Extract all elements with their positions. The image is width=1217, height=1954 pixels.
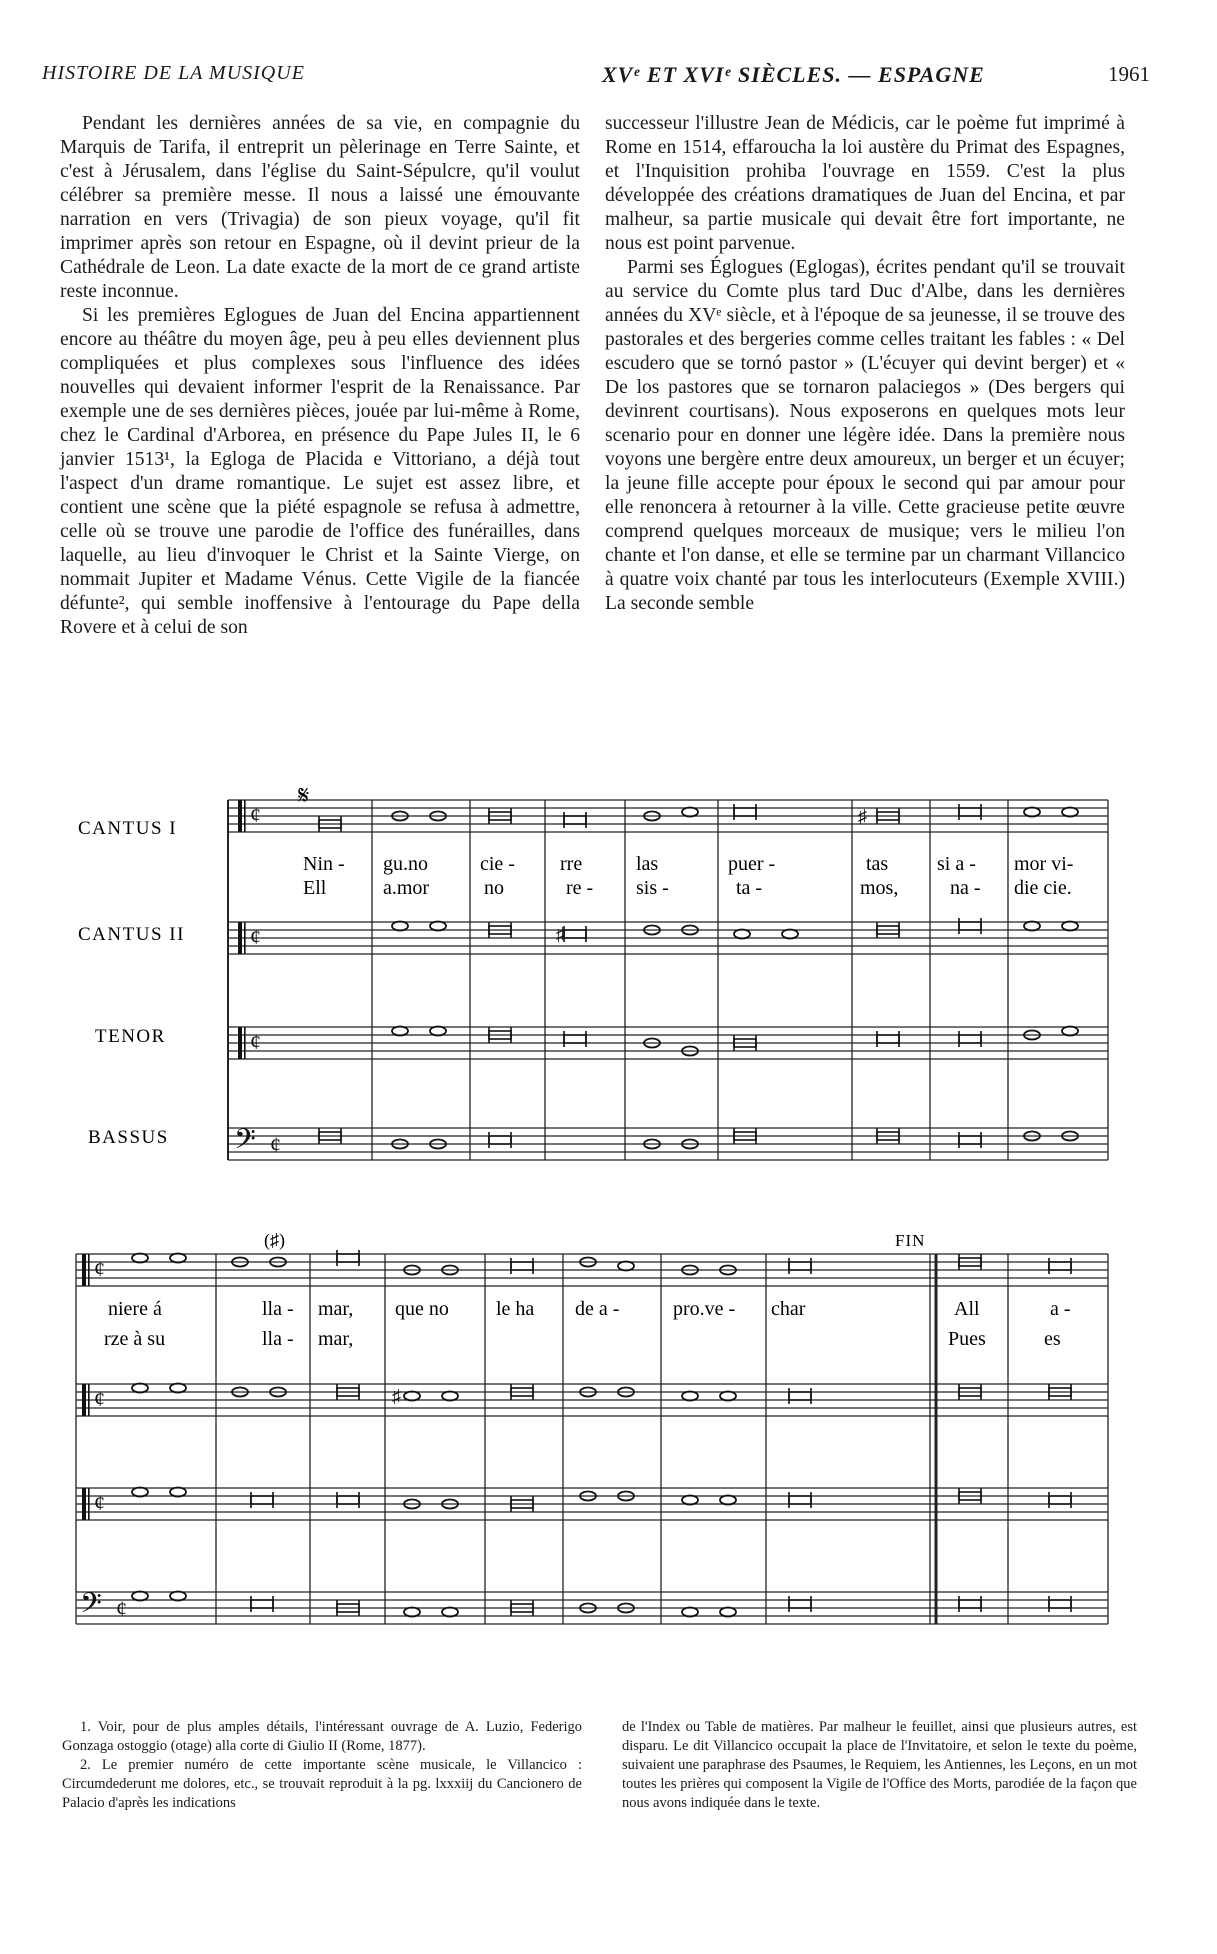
voice-label-tenor: TENOR [95, 1026, 166, 1047]
c-clef [244, 800, 246, 832]
lyric-syllable: lla - [262, 1298, 294, 1320]
semibreve-note [404, 1608, 420, 1617]
breve-note [959, 1136, 981, 1144]
lyric-syllable: es [1044, 1328, 1061, 1350]
semibreve-note [682, 1392, 698, 1401]
footnotes-right [622, 1718, 1137, 1813]
time-signature: ¢ [116, 1596, 127, 1621]
semibreve-note [132, 1384, 148, 1393]
semibreve-note [442, 1608, 458, 1617]
breve-note [251, 1600, 273, 1608]
c-clef [82, 1254, 86, 1286]
time-signature: ¢ [270, 1132, 281, 1157]
paragraph: Si les premières Eglogues de Juan del Encina appartiennent encore au théâtre du moyen âge, peu à peu elles deviennent plus compliquées et plus complexes sous l'influence des idées nouvelles qui devaient informer l'esprit de la Renaissance. Par exemple une de ses dernières pièces, jouée par lui-même à Rome, chez le Cardinal d'Arborea, en présence du Pape Jules II, le 6 janvier 1513¹, la Egloga de Placida e Vittoriano, a déjà tout l'aspect d'un drame romantique. Le sujet est assez libre, et contient une scène que la piété espagnole se refusa à admettre, celle où se trouve une parodie de l'office des funérailles, dans laquelle, au lieu d'invoquer le Christ et la Sainte Vierge, on nommait Jupiter et Madame Vénus. Cette Vigile de la fiancée défunte², qui semble inoffensive à l'entourage du Pape della Rovere et à celui de son [60, 305, 580, 638]
semibreve-note [1062, 1027, 1078, 1036]
lyric-syllable: Ell [303, 877, 327, 899]
lyric-syllable: tas [866, 853, 889, 875]
footnote: 1. Voir, pour de plus amples détails, l'intéressant ouvrage de A. Luzio, Federigo Gonzaga ostoggio (otage) alla corte di Giulio II (Rome, 1877). [62, 1719, 582, 1754]
semibreve-note [618, 1262, 634, 1271]
sharp-sign: ♯ [392, 1386, 401, 1406]
breve-note [337, 1254, 359, 1262]
music-score-system-2 [0, 1230, 1217, 1625]
page-number: 1961 [1108, 62, 1150, 86]
time-signature: ¢ [94, 1256, 105, 1281]
c-clef [238, 800, 242, 832]
time-signature: ¢ [250, 924, 261, 949]
semibreve-note [392, 1027, 408, 1036]
breve-note [959, 922, 981, 930]
breve-note [511, 1262, 533, 1270]
breve-note [959, 1035, 981, 1043]
semibreve-note [132, 1254, 148, 1263]
lyric-syllable: no [484, 877, 504, 899]
breve-note [734, 808, 756, 816]
semibreve-note [430, 1027, 446, 1036]
lyric-syllable: sis - [636, 877, 669, 899]
lyric-syllable: de a - [575, 1298, 620, 1320]
time-signature: ¢ [250, 1029, 261, 1054]
lyric-syllable: char [771, 1298, 806, 1320]
lyric-syllable: pro.ve - [673, 1298, 736, 1320]
voice-label-cantus-2: CANTUS II [78, 924, 185, 945]
breve-note [789, 1262, 811, 1270]
time-signature: ¢ [94, 1386, 105, 1411]
semibreve-note [132, 1488, 148, 1497]
footnote: 2. Le premier numéro de cette importante scène musicale, le Villancico : Circumdederunt me dolores, etc., se trouvait reproduit à la pg. lxxxiij du Cancionero de Palacio d'après les indications [62, 1757, 582, 1811]
lyric-syllable: le ha [496, 1298, 535, 1320]
score2-drawing [0, 1230, 1217, 1625]
lyric-syllable: Nin - [303, 853, 345, 875]
footnotes-left [62, 1718, 582, 1813]
breve-note [251, 1496, 273, 1504]
lyric-syllable: si a - [937, 853, 976, 875]
semibreve-note [682, 1608, 698, 1617]
lyric-syllable: mar, [318, 1298, 354, 1320]
semibreve-note [782, 930, 798, 939]
score1-drawing [0, 770, 1217, 1180]
breve-note [789, 1392, 811, 1400]
lyric-syllable: Pues [948, 1328, 986, 1350]
lyric-syllable: die cie. [1014, 877, 1072, 899]
lyric-syllable: gu.no [383, 853, 428, 875]
score2-lyrics [104, 1298, 1071, 1350]
semibreve-note [720, 1392, 736, 1401]
semibreve-note [1062, 808, 1078, 817]
score1-lyrics [303, 853, 1073, 899]
c-clef [88, 1488, 90, 1520]
lyric-syllable: mar, [318, 1328, 354, 1350]
breve-note [1049, 1496, 1071, 1504]
semibreve-note [392, 922, 408, 931]
paragraph: Parmi ses Églogues (Eglogas), écrites pendant qu'il se trouvait au service du Comte plus tard Duc d'Albe, dans les dernières années du XVᵉ siècle, et à l'époque de sa jeunesse, il se trouve des pastorales et des bergeries comme celles traitant les fables : « Del escudero que se tornó pastor » (L'écuyer qui devint berger) et « De los pastores que se tornaron palaciegos » (Des bergers qui devinrent courtisans). Nous exposerons en quelques mots leur scenario pour en donner une légère idée. Dans la première nous voyons une bergère entre deux amoureux, un berger et un écuyer; la jeune fille accepte pour époux le second qui par amour pour elle renoncera à retourner à la ville. Cette gracieuse petite œuvre comprend quelques morceaux de musique; vers le milieu l'on chante et l'on danse, et elle se termine par un charmant Villancico à quatre voix chanté par tous les interlocuteurs (Exemple XVIII.) La seconde semble [605, 257, 1125, 614]
sharp-accidental: (♯) [264, 1230, 285, 1250]
semibreve-note [170, 1384, 186, 1393]
c-clef [238, 922, 242, 954]
breve-note [959, 1600, 981, 1608]
semibreve-note [720, 1608, 736, 1617]
voice-label-bassus: BASSUS [88, 1127, 169, 1148]
f-clef: 𝄢 [80, 1589, 102, 1625]
semibreve-note [170, 1592, 186, 1601]
lyric-syllable: a - [1050, 1298, 1071, 1320]
header-section-title: XVᵉ ET XVIᵉ SIÈCLES. — ESPAGNE [602, 62, 985, 87]
breve-note [789, 1600, 811, 1608]
c-clef [88, 1254, 90, 1286]
semibreve-note [720, 1496, 736, 1505]
semibreve-note [430, 922, 446, 931]
sharp-sign: ♯ [858, 806, 867, 826]
breve-note [1049, 1262, 1071, 1270]
c-clef [244, 922, 246, 954]
semibreve-note [1024, 808, 1040, 817]
breve-note [564, 816, 586, 824]
fin-marking: FIN [895, 1231, 926, 1250]
c-clef [82, 1384, 86, 1416]
f-clef: 𝄢 [234, 1125, 256, 1162]
breve-note [564, 930, 586, 938]
breve-note [564, 1035, 586, 1043]
lyric-syllable: lla - [262, 1328, 294, 1350]
time-signature: ¢ [94, 1490, 105, 1515]
semibreve-note [170, 1488, 186, 1497]
lyric-syllable: rze à su [104, 1328, 166, 1350]
left-text-column [60, 112, 580, 640]
semibreve-note [1062, 922, 1078, 931]
lyric-syllable: puer - [728, 853, 776, 875]
lyric-syllable: mos, [860, 877, 899, 899]
semibreve-note [132, 1592, 148, 1601]
semibreve-note [170, 1254, 186, 1263]
lyric-syllable: mor vi- [1014, 853, 1074, 875]
lyric-syllable: que no [395, 1298, 449, 1320]
sharp-sign: ♯ [556, 924, 565, 944]
paragraph: Pendant les dernières années de sa vie, en compagnie du Marquis de Tarifa, il entreprit un pèlerinage en Terre Sainte, et c'est à Jérusalem, dans l'église du Saint-Sépulcre, qu'il voulut célébrer sa première messe. Il nous a laissé une émouvante narration en vers (Trivagia) de son pieux voyage, qu'il fit imprimer après son retour en Espagne, où il devint prieur de la Cathédrale de Leon. La date exacte de la mort de ce grand artiste reste inconnue. [60, 113, 580, 302]
semibreve-note [404, 1392, 420, 1401]
lyric-syllable: na - [950, 877, 981, 899]
c-clef [244, 1027, 246, 1059]
breve-note [789, 1496, 811, 1504]
semibreve-note [734, 930, 750, 939]
music-score-system-1 [0, 770, 1217, 1180]
c-clef [88, 1384, 90, 1416]
c-clef [238, 1027, 242, 1059]
lyric-syllable: cie - [480, 853, 515, 875]
semibreve-note [682, 1496, 698, 1505]
breve-note [959, 808, 981, 816]
voice-label-cantus-1: CANTUS I [78, 818, 178, 839]
breve-note [337, 1496, 359, 1504]
paragraph: successeur l'illustre Jean de Médicis, car le poème fut imprimé à Rome en 1514, effaroucha la loi austère du Primat des Espagnes, et l'Inquisition prohiba l'ouvrage en 1559. C'est la plus développée des créations dramatiques de Juan del Encina, et par malheur, sa partie musicale qui devait être fort importante, ne nous est point parvenue. [605, 113, 1125, 254]
footnote: de l'Index ou Table de matières. Par malheur le feuillet, ainsi que plusieurs autres, est disparu. Le dit Villancico occupait la place de l'Invitatoire, et selon le texte du poème, suivaient une paraphrase des Psaumes, le Requiem, les Antiennes, les Leçons, en un mot toutes les prières qui composent la Vigile de l'Office des Morts, parodiée de la façon que nous avons indiquée dans le texte. [622, 1719, 1137, 1811]
time-signature: ¢ [250, 802, 261, 827]
lyric-syllable: re - [566, 877, 594, 899]
breve-note [877, 1035, 899, 1043]
running-header [42, 62, 1150, 90]
semibreve-note [682, 808, 698, 817]
segno-sign: 𝄋 [298, 781, 310, 810]
semibreve-note [442, 1392, 458, 1401]
header-book-title: HISTOIRE DE LA MUSIQUE [42, 62, 305, 84]
lyric-syllable: rre [560, 853, 583, 875]
lyric-syllable: niere á [108, 1298, 162, 1320]
semibreve-note [1024, 922, 1040, 931]
lyric-syllable: ta - [736, 877, 763, 899]
lyric-syllable: All [954, 1298, 980, 1320]
c-clef [82, 1488, 86, 1520]
lyric-syllable: a.mor [383, 877, 430, 899]
breve-note [489, 1136, 511, 1144]
breve-note [1049, 1600, 1071, 1608]
right-text-column [605, 112, 1125, 616]
lyric-syllable: las [636, 853, 659, 875]
